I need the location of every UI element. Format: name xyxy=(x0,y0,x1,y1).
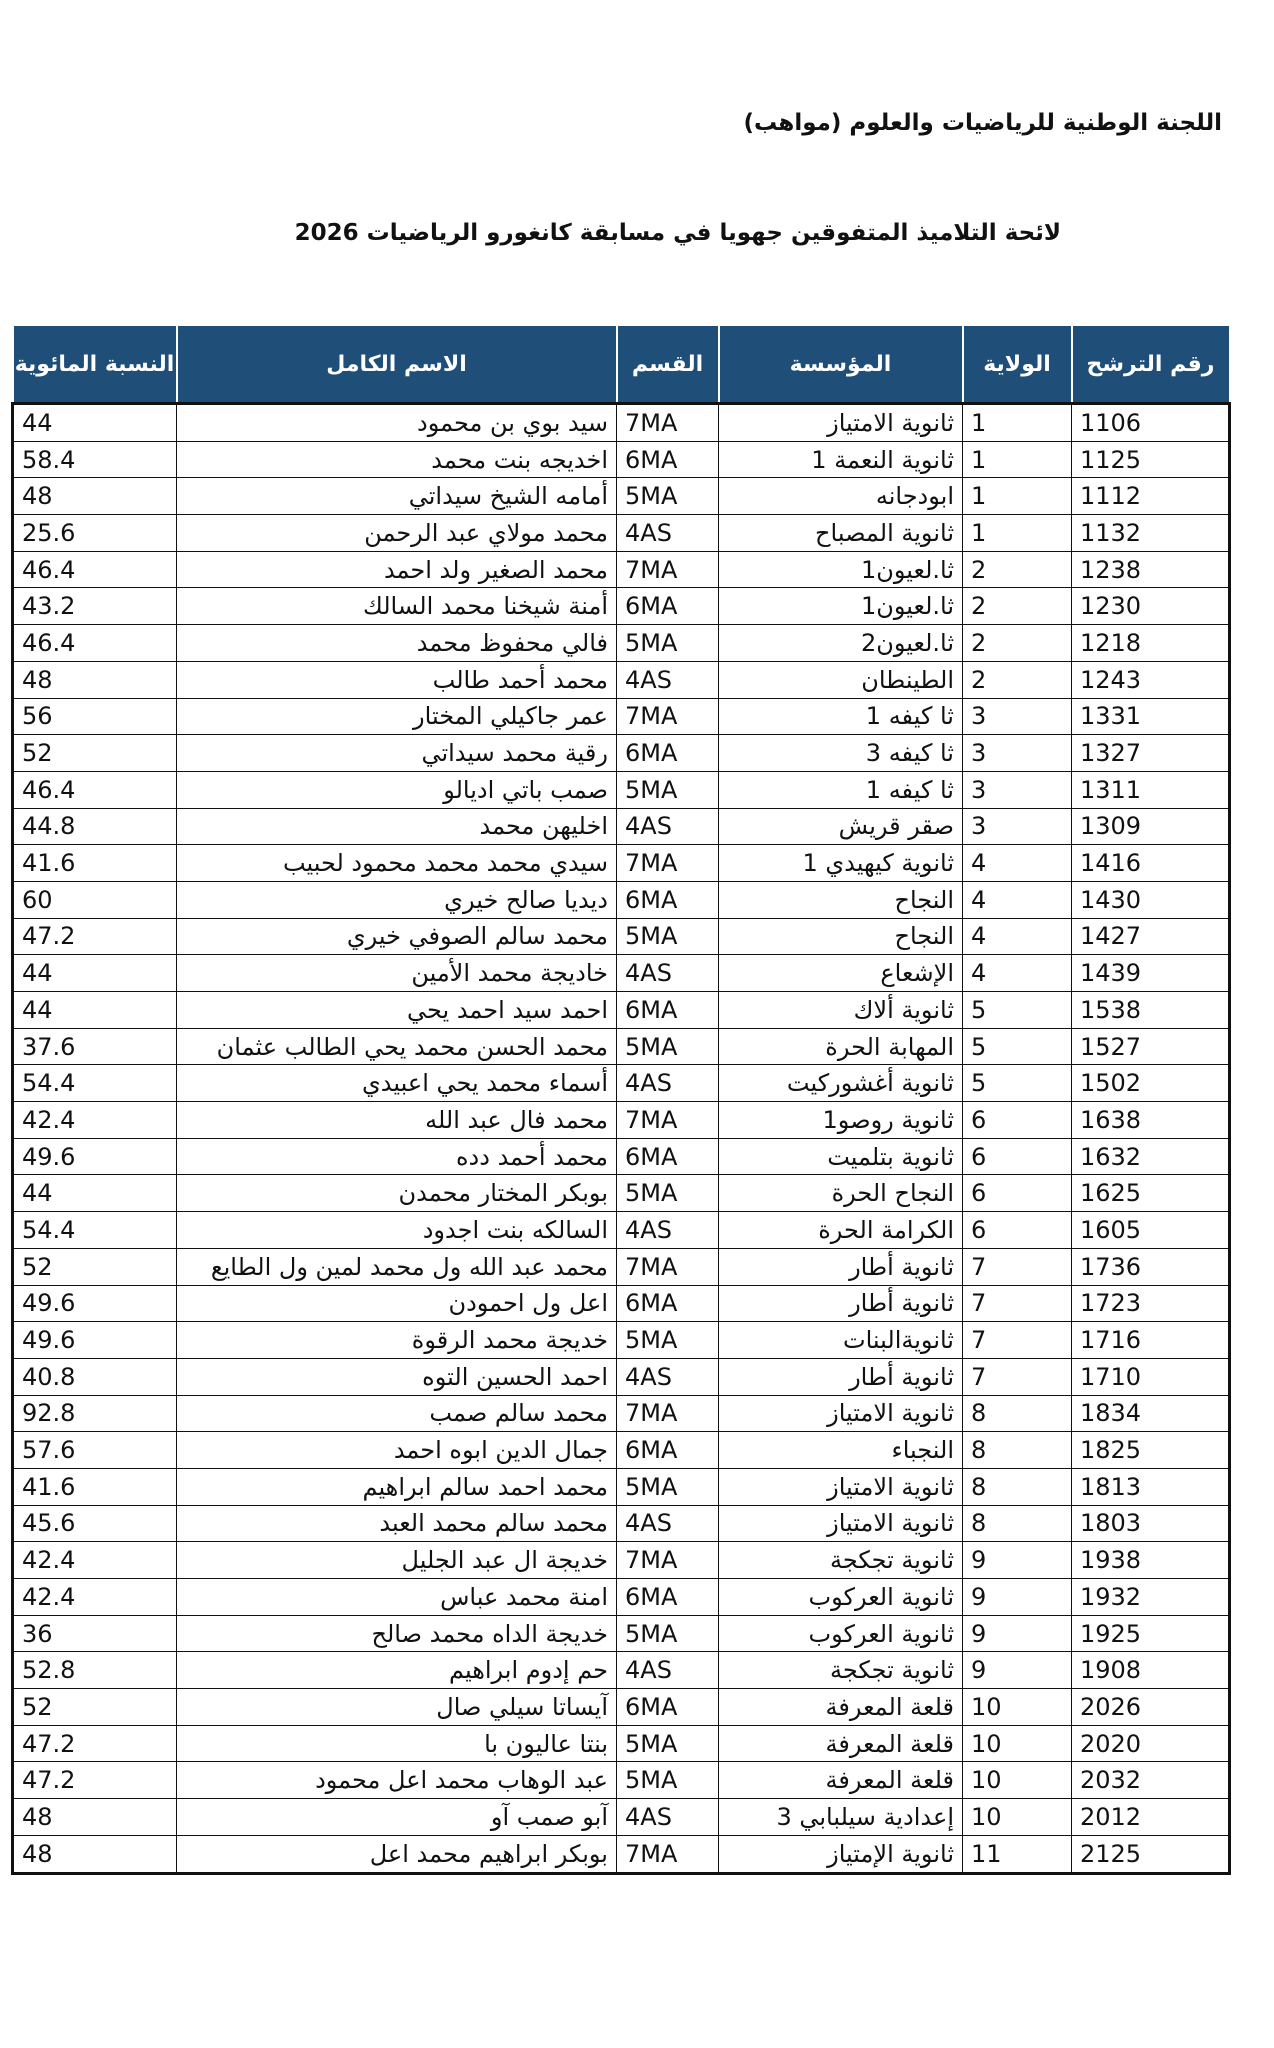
cell-candidate-number: 1327 xyxy=(1072,735,1230,772)
cell-full-name: أمامه الشيخ سيداتي xyxy=(177,478,617,515)
cell-institution: ثانوية ألاك xyxy=(719,992,963,1029)
cell-percentage: 58.4 xyxy=(13,441,177,478)
cell-section: 7MA xyxy=(617,845,719,882)
cell-wilaya: 6 xyxy=(963,1138,1072,1175)
cell-percentage: 52 xyxy=(13,1248,177,1285)
cell-candidate-number: 1132 xyxy=(1072,515,1230,552)
cell-section: 5MA xyxy=(617,1468,719,1505)
cell-institution: ثانوية العركوب xyxy=(719,1615,963,1652)
cell-section: 6MA xyxy=(617,881,719,918)
cell-candidate-number: 1638 xyxy=(1072,1102,1230,1139)
cell-wilaya: 9 xyxy=(963,1579,1072,1616)
cell-institution: ثانوية تجكجة xyxy=(719,1652,963,1689)
cell-institution: قلعة المعرفة xyxy=(719,1725,963,1762)
cell-wilaya: 5 xyxy=(963,1065,1072,1102)
cell-wilaya: 2 xyxy=(963,661,1072,698)
cell-section: 5MA xyxy=(617,1762,719,1799)
cell-percentage: 42.4 xyxy=(13,1542,177,1579)
cell-wilaya: 6 xyxy=(963,1212,1072,1249)
cell-full-name: خديجة ال عبد الجليل xyxy=(177,1542,617,1579)
cell-percentage: 57.6 xyxy=(13,1432,177,1469)
cell-full-name: خديجة الداه محمد صالح xyxy=(177,1615,617,1652)
cell-candidate-number: 1632 xyxy=(1072,1138,1230,1175)
cell-wilaya: 4 xyxy=(963,845,1072,882)
cell-candidate-number: 1243 xyxy=(1072,661,1230,698)
cell-full-name: رقية محمد سيداتي xyxy=(177,735,617,772)
header-candidate-number: رقم الترشح xyxy=(1072,325,1230,404)
cell-full-name: محمد مولاي عبد الرحمن xyxy=(177,515,617,552)
table-row xyxy=(13,1835,1230,1873)
table-row xyxy=(13,1212,1230,1249)
cell-institution: ثانوية النعمة 1 xyxy=(719,441,963,478)
cell-full-name: آبو صمب آو xyxy=(177,1799,617,1836)
cell-institution: ثانوية الإمتياز xyxy=(719,1835,963,1873)
cell-wilaya: 10 xyxy=(963,1689,1072,1726)
table-row xyxy=(13,1725,1230,1762)
table-row xyxy=(13,1615,1230,1652)
cell-candidate-number: 1932 xyxy=(1072,1579,1230,1616)
cell-full-name: اخديجه بنت محمد xyxy=(177,441,617,478)
table-row xyxy=(13,1102,1230,1139)
cell-percentage: 47.2 xyxy=(13,918,177,955)
cell-percentage: 42.4 xyxy=(13,1102,177,1139)
cell-section: 4AS xyxy=(617,661,719,698)
cell-institution: ثانوية الامتياز xyxy=(719,404,963,442)
cell-candidate-number: 1125 xyxy=(1072,441,1230,478)
cell-full-name: فالي محفوظ محمد xyxy=(177,625,617,662)
cell-wilaya: 3 xyxy=(963,735,1072,772)
cell-institution: ثانوية العركوب xyxy=(719,1579,963,1616)
cell-candidate-number: 1723 xyxy=(1072,1285,1230,1322)
cell-percentage: 48 xyxy=(13,661,177,698)
cell-wilaya: 5 xyxy=(963,1028,1072,1065)
cell-candidate-number: 1538 xyxy=(1072,992,1230,1029)
cell-institution: النجاح xyxy=(719,881,963,918)
cell-wilaya: 7 xyxy=(963,1248,1072,1285)
cell-candidate-number: 1803 xyxy=(1072,1505,1230,1542)
table-row xyxy=(13,1065,1230,1102)
cell-wilaya: 1 xyxy=(963,515,1072,552)
cell-institution: النجباء xyxy=(719,1432,963,1469)
cell-wilaya: 9 xyxy=(963,1652,1072,1689)
cell-full-name: اخليهن محمد xyxy=(177,808,617,845)
cell-percentage: 56 xyxy=(13,698,177,735)
cell-wilaya: 9 xyxy=(963,1542,1072,1579)
cell-percentage: 54.4 xyxy=(13,1065,177,1102)
cell-full-name: جمال الدين ابوه احمد xyxy=(177,1432,617,1469)
cell-section: 7MA xyxy=(617,404,719,442)
cell-candidate-number: 1908 xyxy=(1072,1652,1230,1689)
organization-title: اللجنة الوطنية للرياضيات والعلوم (مواهب) xyxy=(743,110,1222,136)
cell-full-name: عمر جاكيلي المختار xyxy=(177,698,617,735)
cell-institution: ثا.لعيون2 xyxy=(719,625,963,662)
cell-section: 4AS xyxy=(617,1799,719,1836)
list-title: لائحة التلاميذ المتفوقين جهويا في مسابقة كانغورو الرياضيات 2026 xyxy=(294,220,1061,246)
table-row xyxy=(13,1358,1230,1395)
results-table xyxy=(11,324,1231,1875)
cell-full-name: امنة محمد عباس xyxy=(177,1579,617,1616)
cell-full-name: محمد احمد سالم ابراهيم xyxy=(177,1468,617,1505)
cell-section: 4AS xyxy=(617,1065,719,1102)
table-row xyxy=(13,955,1230,992)
cell-candidate-number: 1716 xyxy=(1072,1322,1230,1359)
cell-institution: إعدادية سيلبابي 3 xyxy=(719,1799,963,1836)
header-wilaya: الولاية xyxy=(963,325,1072,404)
cell-full-name: محمد أحمد دده xyxy=(177,1138,617,1175)
table-row xyxy=(13,515,1230,552)
cell-candidate-number: 1416 xyxy=(1072,845,1230,882)
cell-full-name: خاديجة محمد الأمين xyxy=(177,955,617,992)
cell-candidate-number: 2125 xyxy=(1072,1835,1230,1873)
cell-institution: قلعة المعرفة xyxy=(719,1689,963,1726)
cell-section: 6MA xyxy=(617,1285,719,1322)
cell-candidate-number: 1710 xyxy=(1072,1358,1230,1395)
cell-full-name: أمنة شيخنا محمد السالك xyxy=(177,588,617,625)
cell-institution: ثانوية الامتياز xyxy=(719,1505,963,1542)
cell-full-name: احمد سيد احمد يحي xyxy=(177,992,617,1029)
cell-institution: ثا.لعيون1 xyxy=(719,588,963,625)
cell-institution: الطينطان xyxy=(719,661,963,698)
cell-candidate-number: 1311 xyxy=(1072,771,1230,808)
cell-candidate-number: 1736 xyxy=(1072,1248,1230,1285)
cell-percentage: 46.4 xyxy=(13,551,177,588)
cell-percentage: 54.4 xyxy=(13,1212,177,1249)
cell-candidate-number: 2020 xyxy=(1072,1725,1230,1762)
cell-percentage: 44 xyxy=(13,955,177,992)
table-row xyxy=(13,551,1230,588)
table-row xyxy=(13,881,1230,918)
cell-percentage: 42.4 xyxy=(13,1579,177,1616)
cell-percentage: 47.2 xyxy=(13,1725,177,1762)
cell-section: 4AS xyxy=(617,1652,719,1689)
cell-institution: ثانوية أغشوركيت xyxy=(719,1065,963,1102)
cell-candidate-number: 1813 xyxy=(1072,1468,1230,1505)
cell-percentage: 44 xyxy=(13,404,177,442)
cell-candidate-number: 2012 xyxy=(1072,1799,1230,1836)
cell-institution: ثانوية الامتياز xyxy=(719,1395,963,1432)
cell-wilaya: 7 xyxy=(963,1322,1072,1359)
cell-wilaya: 4 xyxy=(963,918,1072,955)
table-row xyxy=(13,1689,1230,1726)
cell-institution: الإشعاع xyxy=(719,955,963,992)
cell-wilaya: 10 xyxy=(963,1725,1072,1762)
cell-institution: ثا.لعيون1 xyxy=(719,551,963,588)
cell-wilaya: 7 xyxy=(963,1285,1072,1322)
cell-candidate-number: 1430 xyxy=(1072,881,1230,918)
header-full-name: الاسم الكامل xyxy=(177,325,617,404)
cell-section: 7MA xyxy=(617,1248,719,1285)
table-row xyxy=(13,992,1230,1029)
cell-full-name: سيد بوي بن محمود xyxy=(177,404,617,442)
cell-institution: المهابة الحرة xyxy=(719,1028,963,1065)
cell-section: 7MA xyxy=(617,1395,719,1432)
cell-candidate-number: 1938 xyxy=(1072,1542,1230,1579)
table-row xyxy=(13,1285,1230,1322)
table-row xyxy=(13,698,1230,735)
cell-percentage: 41.6 xyxy=(13,845,177,882)
cell-institution: الكرامة الحرة xyxy=(719,1212,963,1249)
cell-full-name: حم إدوم ابراهيم xyxy=(177,1652,617,1689)
cell-candidate-number: 1309 xyxy=(1072,808,1230,845)
cell-percentage: 25.6 xyxy=(13,515,177,552)
table-header xyxy=(13,325,1230,404)
cell-wilaya: 2 xyxy=(963,551,1072,588)
table-row xyxy=(13,661,1230,698)
table-row xyxy=(13,918,1230,955)
cell-institution: ثانوية الامتياز xyxy=(719,1468,963,1505)
cell-candidate-number: 1331 xyxy=(1072,698,1230,735)
cell-percentage: 41.6 xyxy=(13,1468,177,1505)
cell-wilaya: 2 xyxy=(963,588,1072,625)
table-row xyxy=(13,1432,1230,1469)
table-row xyxy=(13,735,1230,772)
table-row xyxy=(13,845,1230,882)
cell-wilaya: 11 xyxy=(963,1835,1072,1873)
table-row xyxy=(13,1175,1230,1212)
cell-candidate-number: 1238 xyxy=(1072,551,1230,588)
cell-percentage: 49.6 xyxy=(13,1322,177,1359)
table-row xyxy=(13,1248,1230,1285)
cell-wilaya: 10 xyxy=(963,1799,1072,1836)
cell-wilaya: 8 xyxy=(963,1505,1072,1542)
cell-section: 5MA xyxy=(617,918,719,955)
cell-percentage: 36 xyxy=(13,1615,177,1652)
cell-percentage: 92.8 xyxy=(13,1395,177,1432)
cell-full-name: محمد فال عبد الله xyxy=(177,1102,617,1139)
cell-percentage: 49.6 xyxy=(13,1285,177,1322)
cell-institution: ثا كيفه 1 xyxy=(719,698,963,735)
cell-section: 6MA xyxy=(617,992,719,1029)
cell-candidate-number: 1218 xyxy=(1072,625,1230,662)
cell-section: 6MA xyxy=(617,1579,719,1616)
cell-percentage: 48 xyxy=(13,1835,177,1873)
table-row xyxy=(13,1542,1230,1579)
cell-wilaya: 1 xyxy=(963,441,1072,478)
cell-section: 6MA xyxy=(617,588,719,625)
table-row xyxy=(13,588,1230,625)
cell-candidate-number: 1106 xyxy=(1072,404,1230,442)
cell-full-name: أسماء محمد يحي اعبيدي xyxy=(177,1065,617,1102)
cell-section: 7MA xyxy=(617,1542,719,1579)
cell-wilaya: 5 xyxy=(963,992,1072,1029)
table-row xyxy=(13,1799,1230,1836)
cell-institution: النجاح الحرة xyxy=(719,1175,963,1212)
cell-wilaya: 2 xyxy=(963,625,1072,662)
cell-full-name: بنتا عاليون با xyxy=(177,1725,617,1762)
cell-wilaya: 10 xyxy=(963,1762,1072,1799)
cell-section: 4AS xyxy=(617,1212,719,1249)
cell-section: 4AS xyxy=(617,515,719,552)
cell-candidate-number: 1527 xyxy=(1072,1028,1230,1065)
cell-section: 5MA xyxy=(617,1615,719,1652)
cell-section: 5MA xyxy=(617,771,719,808)
cell-percentage: 44 xyxy=(13,1175,177,1212)
cell-section: 6MA xyxy=(617,1138,719,1175)
table-row xyxy=(13,1028,1230,1065)
table-row xyxy=(13,625,1230,662)
cell-section: 5MA xyxy=(617,478,719,515)
table-body xyxy=(13,404,1230,1874)
cell-full-name: محمد سالم محمد العبد xyxy=(177,1505,617,1542)
cell-institution: ثانوية روصو1 xyxy=(719,1102,963,1139)
cell-candidate-number: 2032 xyxy=(1072,1762,1230,1799)
header-row xyxy=(13,325,1230,404)
table-row xyxy=(13,1138,1230,1175)
cell-full-name: خديجة محمد الرقوة xyxy=(177,1322,617,1359)
cell-section: 4AS xyxy=(617,1358,719,1395)
table-row xyxy=(13,478,1230,515)
header-percentage: النسبة المائوية xyxy=(13,325,177,404)
cell-institution: ثانويةالبنات xyxy=(719,1322,963,1359)
cell-wilaya: 4 xyxy=(963,955,1072,992)
cell-section: 5MA xyxy=(617,1028,719,1065)
cell-section: 6MA xyxy=(617,1689,719,1726)
header-institution: المؤسسة xyxy=(719,325,963,404)
cell-wilaya: 8 xyxy=(963,1395,1072,1432)
cell-institution: ابودجانه xyxy=(719,478,963,515)
table-row xyxy=(13,1762,1230,1799)
cell-percentage: 52 xyxy=(13,735,177,772)
cell-institution: ثانوية كيهيدي 1 xyxy=(719,845,963,882)
cell-full-name: محمد عبد الله ول محمد لمين ول الطايع xyxy=(177,1248,617,1285)
table-row xyxy=(13,1579,1230,1616)
cell-candidate-number: 2026 xyxy=(1072,1689,1230,1726)
cell-section: 5MA xyxy=(617,625,719,662)
cell-full-name: بوبكر ابراهيم محمد اعل xyxy=(177,1835,617,1873)
header-section: القسم xyxy=(617,325,719,404)
cell-full-name: آيساتا سيلي صال xyxy=(177,1689,617,1726)
table-row xyxy=(13,808,1230,845)
cell-wilaya: 3 xyxy=(963,771,1072,808)
cell-section: 4AS xyxy=(617,808,719,845)
cell-institution: ثانوية أطار xyxy=(719,1248,963,1285)
cell-wilaya: 1 xyxy=(963,478,1072,515)
cell-candidate-number: 1625 xyxy=(1072,1175,1230,1212)
cell-wilaya: 1 xyxy=(963,404,1072,442)
cell-percentage: 47.2 xyxy=(13,1762,177,1799)
cell-institution: ثا كيفه 3 xyxy=(719,735,963,772)
cell-wilaya: 4 xyxy=(963,881,1072,918)
cell-section: 5MA xyxy=(617,1175,719,1212)
cell-wilaya: 8 xyxy=(963,1468,1072,1505)
cell-candidate-number: 1112 xyxy=(1072,478,1230,515)
cell-candidate-number: 1605 xyxy=(1072,1212,1230,1249)
cell-wilaya: 9 xyxy=(963,1615,1072,1652)
table-row xyxy=(13,1395,1230,1432)
cell-full-name: محمد أحمد طالب xyxy=(177,661,617,698)
cell-wilaya: 6 xyxy=(963,1175,1072,1212)
cell-candidate-number: 1925 xyxy=(1072,1615,1230,1652)
cell-section: 4AS xyxy=(617,1505,719,1542)
cell-institution: ثا كيفه 1 xyxy=(719,771,963,808)
cell-full-name: ديديا صالح خيري xyxy=(177,881,617,918)
cell-percentage: 46.4 xyxy=(13,625,177,662)
cell-institution: ثانوية أطار xyxy=(719,1285,963,1322)
cell-wilaya: 6 xyxy=(963,1102,1072,1139)
cell-percentage: 48 xyxy=(13,1799,177,1836)
cell-wilaya: 3 xyxy=(963,808,1072,845)
cell-percentage: 43.2 xyxy=(13,588,177,625)
cell-full-name: صمب باتي اديالو xyxy=(177,771,617,808)
cell-full-name: اعل ول احمودن xyxy=(177,1285,617,1322)
cell-institution: ثانوية بتلميت xyxy=(719,1138,963,1175)
cell-section: 6MA xyxy=(617,735,719,772)
cell-candidate-number: 1439 xyxy=(1072,955,1230,992)
cell-full-name: محمد سالم الصوفي خيري xyxy=(177,918,617,955)
cell-section: 7MA xyxy=(617,698,719,735)
cell-percentage: 46.4 xyxy=(13,771,177,808)
cell-full-name: محمد الحسن محمد يحي الطالب عثمان xyxy=(177,1028,617,1065)
table-row xyxy=(13,441,1230,478)
cell-section: 4AS xyxy=(617,955,719,992)
cell-candidate-number: 1230 xyxy=(1072,588,1230,625)
cell-institution: النجاح xyxy=(719,918,963,955)
cell-full-name: بوبكر المختار محمدن xyxy=(177,1175,617,1212)
cell-percentage: 44 xyxy=(13,992,177,1029)
cell-institution: ثانوية المصباح xyxy=(719,515,963,552)
cell-section: 7MA xyxy=(617,1102,719,1139)
cell-section: 6MA xyxy=(617,441,719,478)
cell-institution: صقر قريش xyxy=(719,808,963,845)
cell-full-name: محمد الصغير ولد احمد xyxy=(177,551,617,588)
cell-percentage: 40.8 xyxy=(13,1358,177,1395)
cell-candidate-number: 1427 xyxy=(1072,918,1230,955)
table-row xyxy=(13,771,1230,808)
cell-section: 7MA xyxy=(617,551,719,588)
cell-percentage: 52 xyxy=(13,1689,177,1726)
cell-full-name: احمد الحسين التوه xyxy=(177,1358,617,1395)
cell-full-name: السالكه بنت اجدود xyxy=(177,1212,617,1249)
cell-candidate-number: 1502 xyxy=(1072,1065,1230,1102)
cell-wilaya: 3 xyxy=(963,698,1072,735)
table-row xyxy=(13,1652,1230,1689)
cell-section: 5MA xyxy=(617,1725,719,1762)
table-row xyxy=(13,1468,1230,1505)
cell-institution: ثانوية تجكجة xyxy=(719,1542,963,1579)
cell-percentage: 60 xyxy=(13,881,177,918)
cell-full-name: محمد سالم صمب xyxy=(177,1395,617,1432)
table-row xyxy=(13,1505,1230,1542)
cell-percentage: 45.6 xyxy=(13,1505,177,1542)
cell-section: 6MA xyxy=(617,1432,719,1469)
cell-candidate-number: 1834 xyxy=(1072,1395,1230,1432)
cell-full-name: سيدي محمد محمد محمود لحبيب xyxy=(177,845,617,882)
cell-full-name: عبد الوهاب محمد اعل محمود xyxy=(177,1762,617,1799)
table-row xyxy=(13,1322,1230,1359)
cell-percentage: 44.8 xyxy=(13,808,177,845)
cell-institution: ثانوية أطار xyxy=(719,1358,963,1395)
cell-section: 7MA xyxy=(617,1835,719,1873)
cell-percentage: 37.6 xyxy=(13,1028,177,1065)
cell-section: 5MA xyxy=(617,1322,719,1359)
cell-wilaya: 7 xyxy=(963,1358,1072,1395)
cell-candidate-number: 1825 xyxy=(1072,1432,1230,1469)
cell-percentage: 52.8 xyxy=(13,1652,177,1689)
cell-institution: قلعة المعرفة xyxy=(719,1762,963,1799)
cell-wilaya: 8 xyxy=(963,1432,1072,1469)
cell-percentage: 49.6 xyxy=(13,1138,177,1175)
table-row xyxy=(13,404,1230,442)
cell-percentage: 48 xyxy=(13,478,177,515)
